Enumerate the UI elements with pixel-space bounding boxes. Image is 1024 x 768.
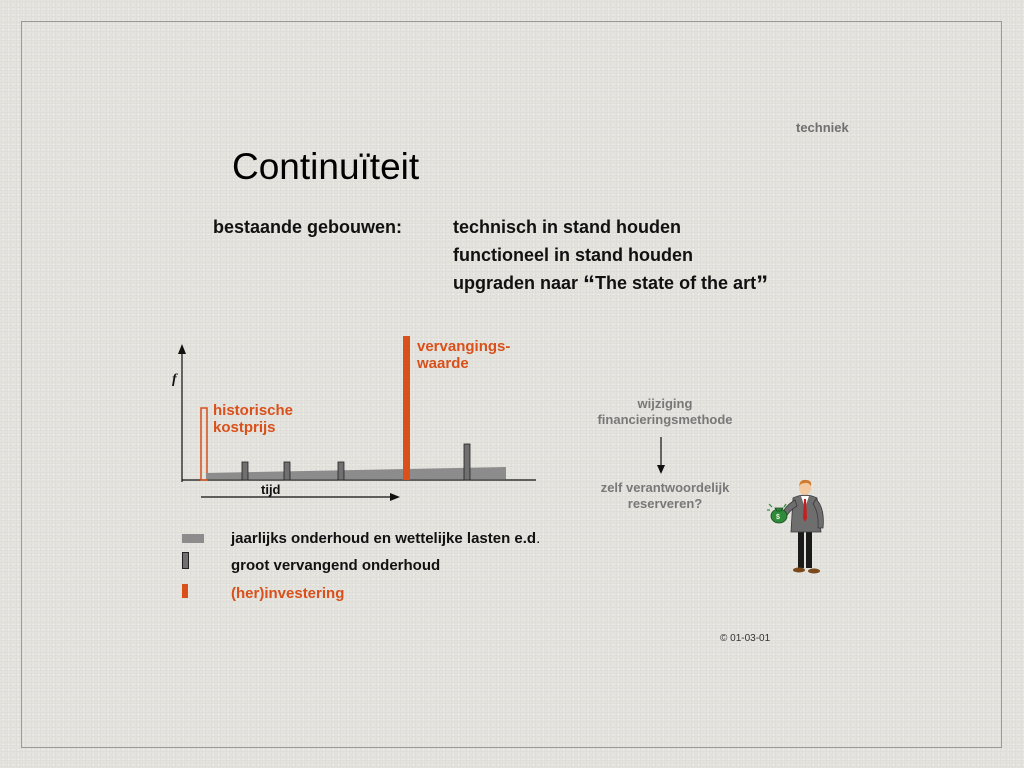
change-method-line1: wijziging <box>637 396 693 411</box>
time-axis-arrow <box>390 493 400 501</box>
historic-cost-line1: historische <box>213 402 294 419</box>
replacement-value-line1: vervangings- <box>417 338 511 355</box>
annual-maintenance-band <box>206 467 506 479</box>
close-quote: ” <box>756 271 769 298</box>
flow-arrow-head <box>657 465 665 474</box>
major-maintenance-bar <box>242 462 248 480</box>
replacement-value-label <box>417 338 510 372</box>
major-maintenance-bar <box>464 444 470 480</box>
major-maintenance-bar <box>284 462 290 480</box>
intro-item-1: technisch in stand houden <box>453 217 682 237</box>
historic-cost-label <box>213 402 293 436</box>
self-reserve-note <box>585 480 745 512</box>
open-quote: “ <box>583 271 596 298</box>
businessman-with-money-bag-icon <box>755 478 835 578</box>
self-reserve-line2: reserveren? <box>627 496 703 511</box>
intro-item-3-text: upgraden naar <box>453 273 579 293</box>
legend-annual-suffix: . <box>536 530 541 547</box>
legend-annual-maintenance <box>231 530 540 547</box>
replacement-value-bar <box>403 336 410 480</box>
historic-cost-line2: kostprijs <box>213 419 276 436</box>
y-axis-label: f <box>172 372 177 387</box>
category-label: techniek <box>796 120 849 135</box>
svg-text:$: $ <box>776 514 780 521</box>
replacement-value-line2: waarde <box>417 355 469 372</box>
intro-lead: bestaande gebouwen: <box>213 217 403 237</box>
slide-title: Continuïteit <box>232 146 420 187</box>
legend-swatch-major <box>182 552 189 569</box>
major-maintenance-bar <box>338 462 344 480</box>
change-method-note <box>585 396 745 428</box>
intro-item-3-quote: The state of the art <box>595 273 757 293</box>
legend-major-maintenance: groot vervangend onderhoud <box>231 557 441 574</box>
copyright: © 01-03-01 <box>720 633 771 644</box>
intro-item-2: functioneel in stand houden <box>453 245 693 265</box>
legend-swatch-annual <box>182 534 204 543</box>
self-reserve-line1: zelf verantwoordelijk <box>600 480 730 495</box>
historic-cost-bar <box>201 408 207 480</box>
legend-reinvestment: (her)investering <box>231 585 345 602</box>
legend-swatch-investment <box>182 584 188 598</box>
change-method-line2: financieringsmethode <box>597 412 733 427</box>
legend-annual-text: jaarlijks onderhoud en wettelijke lasten e.d <box>231 530 537 547</box>
y-axis-arrow <box>178 344 186 354</box>
x-axis-label: tijd <box>261 482 281 497</box>
